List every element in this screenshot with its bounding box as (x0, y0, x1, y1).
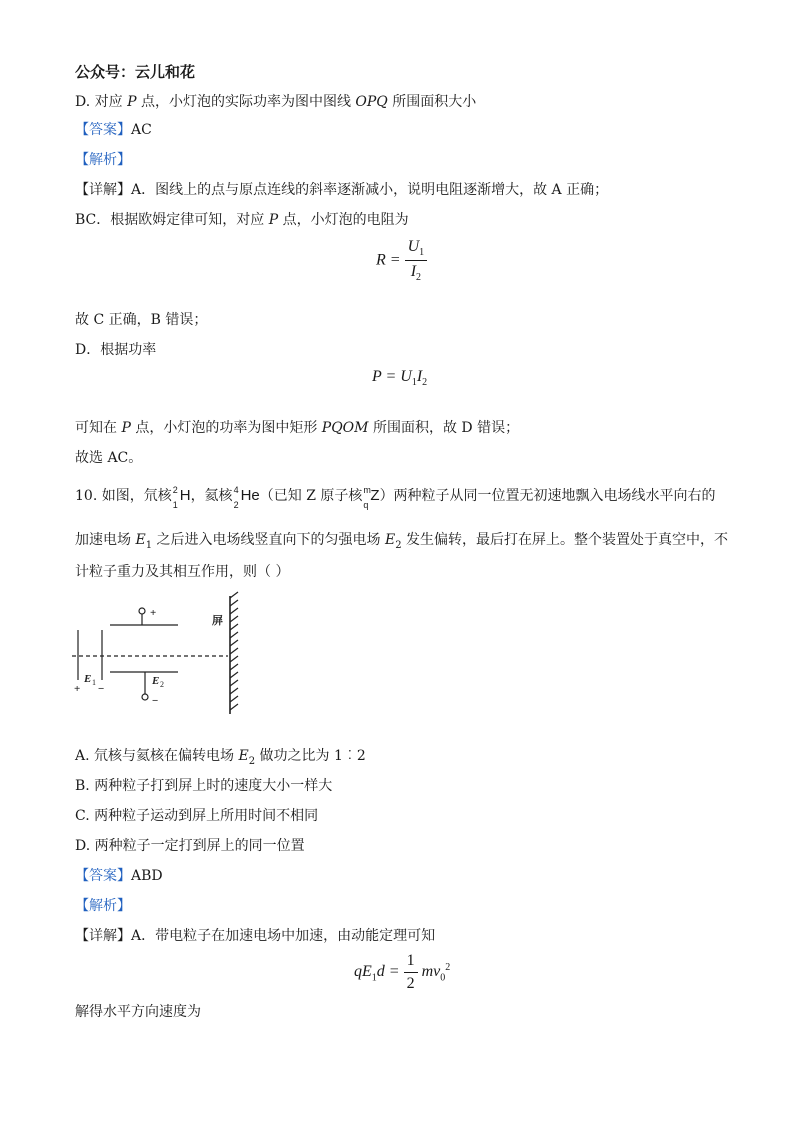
q10-answer: 【答案】ABD (75, 868, 163, 884)
q9-detail-a: 【详解】A．图线上的点与原点连线的斜率逐渐减小，说明电阻逐渐增大，故 A 正确； (75, 182, 609, 198)
q9-final: 故选 AC。 (75, 450, 143, 466)
q10-stem-line3: 计粒子重力及其相互作用，则（ ） (75, 564, 290, 580)
q9-conclusion: 可知在 P 点，小灯泡的功率为图中矩形 PQOM 所围面积，故 D 错误； (75, 420, 520, 436)
lower-terminal (142, 694, 148, 700)
equation-resistance: R = $\frac{U_1}{I_2}$ (376, 238, 427, 283)
q10-option-d: D. 两种粒子一定打到屏上的同一位置 (75, 838, 305, 854)
q9-d-line: D．根据功率 (75, 342, 157, 358)
q9-detail-bc: BC．根据欧姆定律可知，对应 P 点，小灯泡的电阻为 (75, 212, 409, 228)
page-header: 公众号：云儿和花 (75, 63, 196, 81)
q10-detail-a: 【详解】A．带电粒子在加速电场中加速，由动能定理可知 (75, 928, 436, 944)
q9-option-d: D. 对应 P 点，小灯泡的实际功率为图中图线 OPQ 所围面积大小 (75, 94, 477, 110)
screen-hatching (230, 592, 238, 710)
deuterium-symbol: 2 1 H (172, 485, 191, 510)
q10-analysis-label: 【解析】 (75, 898, 131, 914)
left-minus: − (98, 683, 105, 695)
equation-power: $P = U_1I_2$ (372, 368, 428, 389)
q10-stem-line1: 10. 如图，氘核 2 1 H，氦核 4 2 He（已知 Z 原子核 m q Z）两种粒子从同一位置无初速地飘入电场线水平向右的 (75, 485, 716, 510)
q9-c-line: 故 C 正确，B 错误； (75, 312, 208, 328)
upper-terminal (139, 608, 145, 614)
q10-last-line: 解得水平方向速度为 (75, 1004, 201, 1020)
q10-option-a: A. 氘核与氦核在偏转电场 $E_2$ 做功之比为 1︰2 (75, 748, 366, 767)
field-apparatus-diagram (70, 590, 250, 720)
screen-label: 屏 (212, 614, 223, 627)
lower-minus: − (152, 695, 159, 707)
q10-stem-line2: 加速电场 $E_1$ 之后进入电场线竖直向下的匀强电场 $E_2$ 发生偏转，最后打在屏上。整个装置处于真空中，不 (75, 532, 729, 551)
e1-label: E (84, 673, 92, 685)
left-plus: + (74, 683, 81, 695)
q10-option-b: B. 两种粒子打到屏上时的速度大小一样大 (75, 778, 333, 794)
upper-plus: + (150, 607, 157, 619)
q10-option-c: C. 两种粒子运动到屏上所用时间不相同 (75, 808, 319, 824)
equation-kinetic-energy: $qE_1d$ = $\frac{1}{2}$ $mv_0^2$ (354, 952, 451, 992)
q9-analysis-label: 【解析】 (75, 152, 131, 168)
e2-label: E (152, 675, 160, 687)
svg-text:2: 2 (160, 680, 164, 689)
z-nucleus-symbol: m q Z (363, 485, 380, 510)
svg-text:1: 1 (92, 678, 96, 687)
q9-answer: 【答案】AC (75, 122, 152, 138)
helium-symbol: 4 2 He (233, 485, 260, 510)
